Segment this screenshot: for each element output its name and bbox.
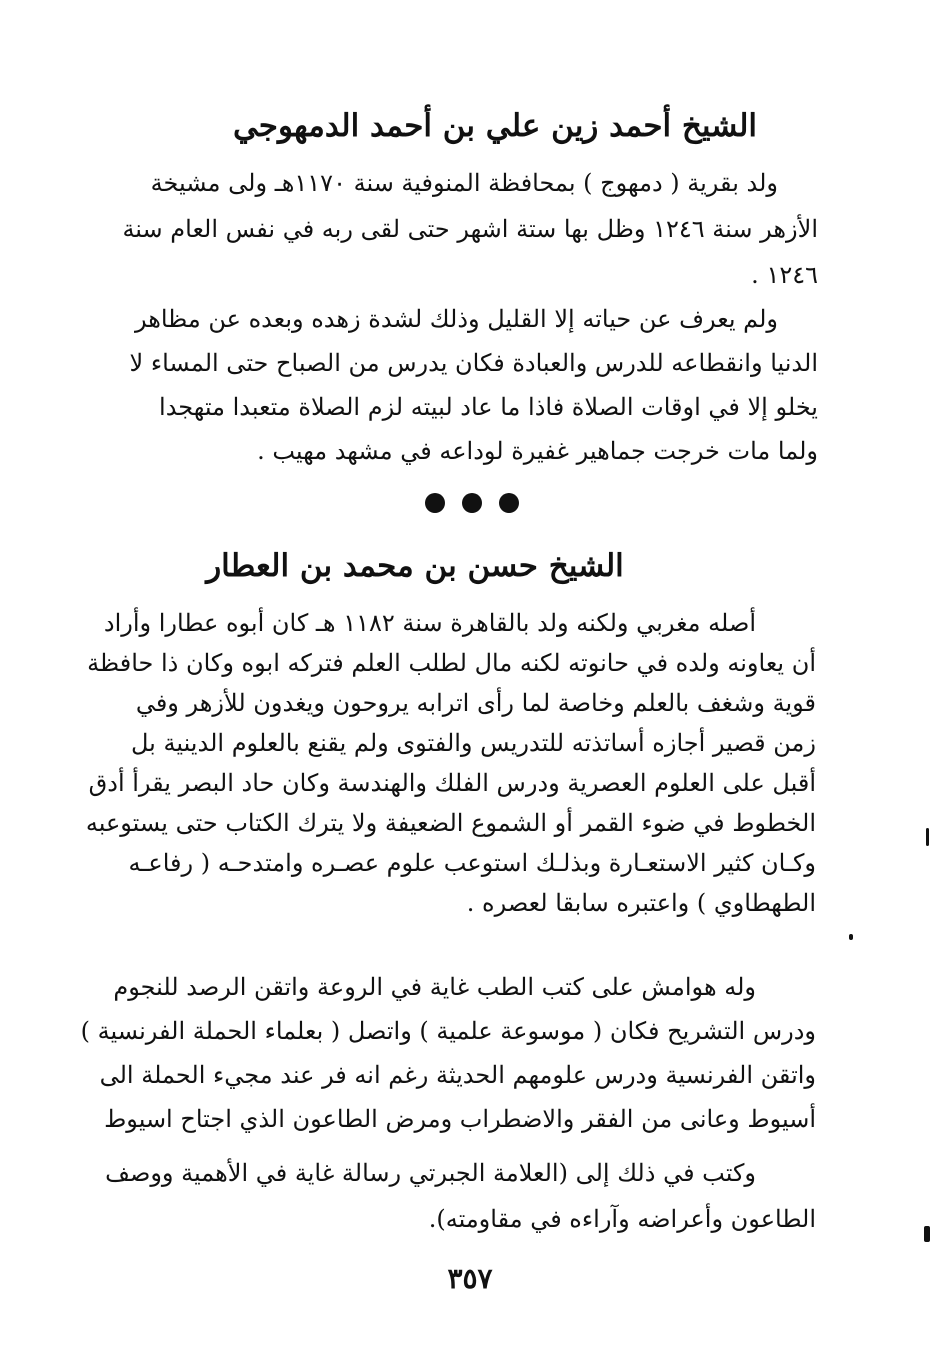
- text-line: ولما مات خرجت جماهير غفيرة لوداعه في مشهد مهيب .: [257, 437, 818, 465]
- divider-dot: [462, 493, 482, 513]
- divider-dot: [499, 493, 519, 513]
- text-line: الخطوط في ضوء القمر أو الشموع الضعيفة ولا يترك الكتاب حتى يستوعبه: [85, 809, 816, 837]
- section-title-dimhoji: الشيخ أحمد زين علي بن أحمد الدمهوجي: [232, 108, 758, 144]
- text-line: وله هوامش على كتب الطب غاية في الروعة واتقن الرصد للنجوم: [113, 973, 756, 1001]
- text-line: وكتب في ذلك إلى (العلامة الجبرتي رسالة غاية في الأهمية ووصف: [105, 1159, 756, 1187]
- text-line: قوية وشغف بالعلم وخاصة لما رأى اترابه يروحون ويغدون للأزهر وفي: [135, 689, 816, 717]
- scan-speck: [926, 828, 929, 846]
- text-line: أسيوط وعانى من الفقر والاضطراب ومرض الطاعون الذي اجتاح اسيوط: [104, 1105, 816, 1133]
- paragraph-dimhoji-birth: [122, 160, 818, 298]
- text-line: ولد بقرية ( دمهوج ) بمحافظة المنوفية سنة ١١٧٠هـ ولى مشيخة: [150, 169, 778, 197]
- text-line: وكـان كثير الاستعـارة وبذلـك استوعب علوم عصـره وامتدحـه ( رفاعـه: [128, 849, 816, 877]
- text-line: زمن قصير أجازه أساتذته للتدريس والفتوى ولم يقنع بالعلوم الدينية بل: [130, 729, 816, 757]
- text-line: الطهطاوي ) واعتبره سابقا لعصره .: [466, 889, 816, 917]
- text-line: ولم يعرف عن حياته إلا القليل وذلك لشدة زهده وبعده عن مظاهر: [134, 305, 778, 333]
- text-line: الأزهر سنة ١٢٤٦ وظل بها ستة اشهر حتى لقى ربه في نفس العام سنة: [122, 215, 818, 243]
- text-line: يخلو إلا في اوقات الصلاة فاذا ما عاد لبيته لزم الصلاة متعبدا متهجدا: [159, 393, 818, 421]
- page-number: ٣٥٧: [447, 1262, 493, 1295]
- text-line: أقبل على العلوم العصرية ودرس الفلك والهندسة وكان حاد البصر يقرأ أدق: [88, 769, 816, 797]
- text-line: أن يعاونه ولده في حانوته لكنه مال لطلب العلم فتركه ابوه وكان ذا حافظة: [87, 649, 816, 677]
- scan-speck: [849, 934, 853, 940]
- paragraph-attar-letter: [105, 1150, 816, 1242]
- text-line: ١٢٤٦ .: [751, 261, 818, 289]
- section-title-attar: الشيخ حسن بن محمد بن العطار: [206, 548, 624, 584]
- text-line: واتقن الفرنسية ودرس علومهم الحديثة رغم انه فر عند مجيء الحملة الى: [99, 1061, 816, 1089]
- text-line: أصله مغربي ولكنه ولد بالقاهرة سنة ١١٨٢ هـ كان أبوه عطارا وأراد: [103, 609, 756, 637]
- text-line: ودرس التشريح فكان ( موسوعة علمية ) واتصل ( بعلماء الحملة الفرنسية ): [80, 1017, 816, 1045]
- text-line: الطاعون وأعراضه وآراءه في مقاومته).: [428, 1205, 816, 1233]
- divider-dot: [425, 493, 445, 513]
- paragraph-dimhoji-life: [128, 297, 818, 473]
- paragraph-attar-biography: [85, 603, 816, 923]
- paragraph-attar-works: [80, 965, 816, 1141]
- section-divider: [425, 493, 519, 513]
- text-line: الدنيا وانقطاعه للدرس والعبادة فكان يدرس من الصباح حتى المساء لا: [129, 349, 818, 377]
- scan-speck: [924, 1226, 930, 1242]
